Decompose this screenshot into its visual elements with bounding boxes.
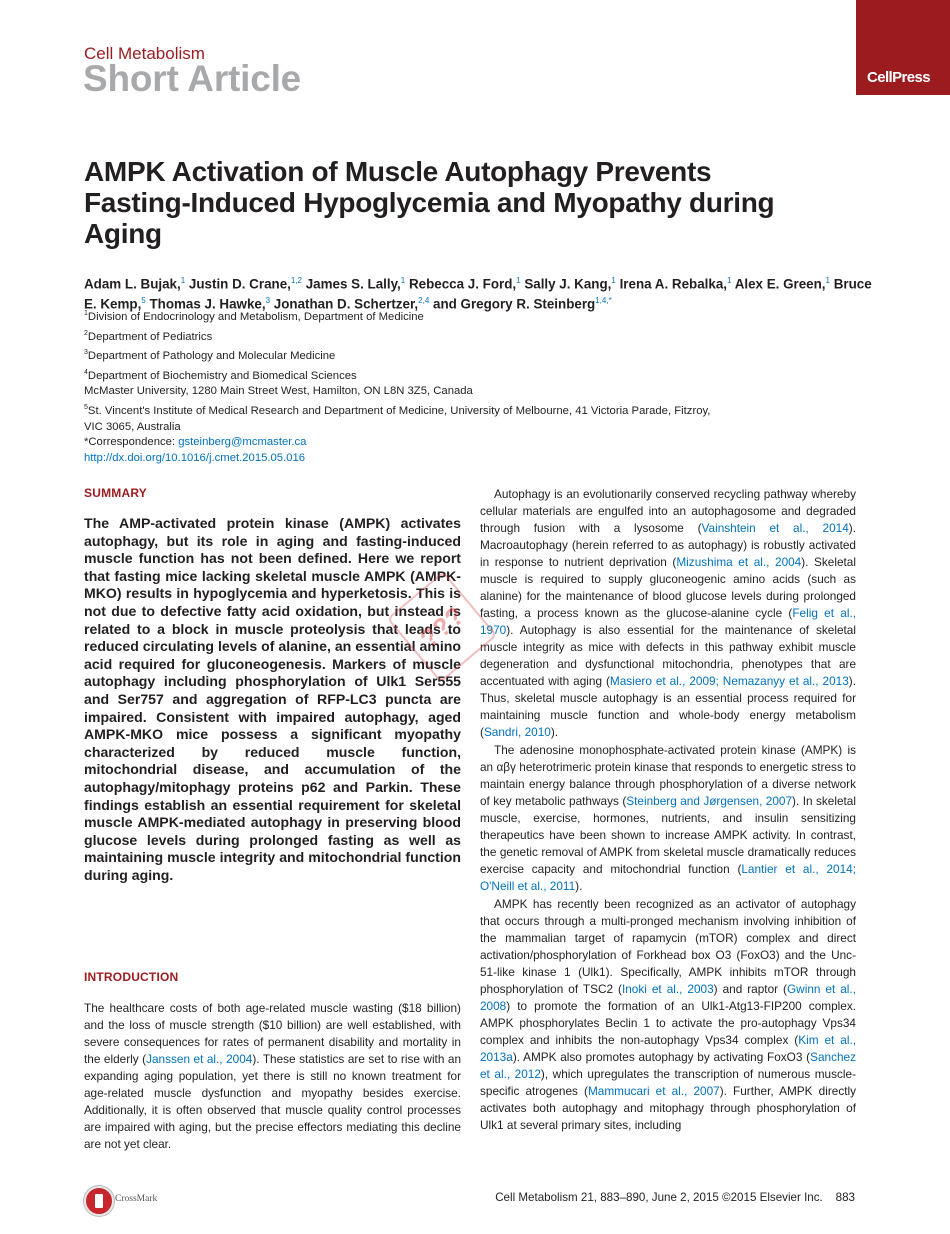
affiliation-line — [84, 384, 844, 400]
citation-link[interactable]: Lantier et al., 2014; O'Neill et al., 2011 — [480, 862, 856, 893]
watermark-stamp: ??? — [387, 571, 498, 683]
page-number: 883 — [835, 1191, 855, 1204]
author-name: Adam L. Bujak, — [84, 276, 181, 292]
summary-heading: SUMMARY — [84, 486, 147, 500]
author-affiliation-marker[interactable]: 1 — [400, 276, 406, 285]
body-text: ) and raptor ( — [713, 982, 787, 996]
citation-link[interactable]: Mammucari et al., 2007 — [587, 1084, 720, 1098]
body-paragraph — [480, 742, 856, 895]
author-name: Alex E. Green, — [734, 276, 826, 292]
doi-link[interactable]: http://dx.doi.org/10.1016/j.cmet.2015.05.016 — [84, 452, 306, 465]
footer-citation: Cell Metabolism 21, 883–890, June 2, 2015 ©2015 Elsevier Inc. — [495, 1191, 823, 1204]
body-text: The adenosine monophosphate-activated protein kinase (AMPK) is an αβγ heterotrimeric protein kinase that responds to energetic stress to maintain energy balance through phosphorylation of a diverse network of key metabolic pathways ( — [480, 743, 856, 808]
citation-link[interactable]: Sanchez et al., 2012 — [480, 1050, 856, 1081]
cellpress-logo[interactable] — [856, 0, 950, 95]
affiliation-text: McMaster University, 1280 Main Street West, Hamilton, ON L8N 3Z5, Canada — [84, 385, 473, 398]
affiliation-text: Department of Pediatrics — [87, 330, 213, 343]
author-affiliation-marker[interactable]: 1 — [516, 276, 521, 285]
author-name: Justin D. Crane, — [188, 276, 291, 292]
affiliation-text: VIC 3065, Australia — [84, 420, 181, 433]
author-affiliation-marker[interactable]: 1,2 — [290, 276, 302, 285]
affiliation-line — [84, 400, 844, 420]
affiliation-text: Department of Pathology and Molecular Medicine — [87, 349, 336, 362]
affiliation-line — [84, 365, 844, 385]
intro-text: The healthcare costs of both age-related muscle wasting ($18 billion) and the loss of muscle strength ($10 billion) are well established, with severe consequences for rates of permanent disability and mortality in the elderly ( — [84, 1001, 461, 1066]
body-text: ). Thus, skeletal muscle autophagy is an essential process required for maintaining muscle function and whole-body energy metabolism ( — [480, 674, 856, 739]
body-text: Autophagy is an evolutionarily conserved recycling pathway whereby cellular materials are engulfed into an autophagosome and degraded through fusion with a lysosome ( — [480, 487, 856, 535]
right-column — [480, 486, 856, 1135]
author-name: Thomas J. Hawke, — [149, 296, 266, 312]
cellpress-logo-text: CellPress — [867, 69, 930, 86]
affiliation-number: 1 — [84, 310, 88, 317]
affiliation-number: 5 — [84, 404, 88, 412]
author-affiliation-marker[interactable]: 5 — [141, 296, 146, 306]
author-affiliation-marker[interactable]: 3 — [265, 296, 271, 306]
citation-link[interactable]: Inoki et al., 2003 — [621, 982, 714, 996]
journal-name: Cell Metabolism — [84, 44, 205, 63]
introduction-paragraph — [84, 1000, 461, 1153]
affiliation-line — [84, 420, 844, 436]
citation-link[interactable]: Mizushima et al., 2004 — [676, 555, 802, 569]
body-text: ). In skeletal muscle, exercise, hormones, nutrients, and insulin sensitizing therapeutics have been shown to increase AMPK activity. In contrast, the genetic removal of AMPK from skeletal muscle dramatically reduces exercise capacity and mitochondrial function ( — [480, 794, 856, 876]
citation-link[interactable]: Gwinn et al., 2008 — [480, 982, 856, 1013]
affiliation-line — [84, 345, 844, 365]
affiliation-number: 3 — [84, 349, 88, 357]
author-affiliation-marker[interactable]: 1 — [727, 276, 732, 285]
correspondence-email-link[interactable]: gsteinberg@mcmaster.ca — [178, 436, 307, 449]
article-title: AMPK Activation of Muscle Autophagy Prevents Fasting-Induced Hypoglycemia and Myopathy during Aging — [84, 156, 775, 249]
author-name: Jonathan D. Schertzer, — [273, 296, 419, 312]
citation-link[interactable]: Masiero et al., 2009; Nemazanyy et al., 2013 — [609, 674, 849, 688]
citation-link[interactable]: Felig et al., 1970 — [480, 606, 856, 637]
affiliations — [84, 306, 844, 467]
affiliation-text: St. Vincent's Institute of Medical Research and Department of Medicine, University of Melbourne, 41 Victoria Parade, Fitzroy, — [87, 404, 711, 417]
author-name: Rebecca J. Ford, — [408, 276, 517, 292]
citation-link[interactable]: Vainshtein et al., 2014 — [701, 521, 849, 535]
crossmark-icon[interactable] — [84, 1186, 114, 1216]
author-affiliation-marker[interactable]: 1 — [180, 276, 186, 285]
affiliation-line — [84, 306, 844, 326]
body-text: ). Macroautophagy (herein referred to as autophagy) is robustly activated in response to nutrient deprivation ( — [480, 521, 857, 569]
body-paragraph — [480, 486, 856, 741]
affiliation-number: 2 — [84, 329, 88, 337]
author-name: Bruce E. Kemp, — [84, 276, 872, 312]
correspondence — [84, 435, 844, 451]
author-affiliation-marker[interactable]: 2,4 — [418, 296, 430, 306]
author-affiliation-marker[interactable]: 1 — [611, 276, 616, 285]
body-text: ). AMPK also promotes autophagy by activating FoxO3 ( — [512, 1050, 811, 1064]
body-text: ). Skeletal muscle is required to supply gluconeogenic amino acids (such as alanine) for the maintenance of blood glucose levels during prolonged fasting, a process known as the glucose-alanine cycle ( — [480, 555, 856, 620]
summary-text: The AMP-activated protein kinase (AMPK) activates autophagy, but its role in aging and fasting-induced muscle function has not been defined. Here we report that fasting mice lacking skeletal muscle AMPK (AMPK-MKO) results in hypoglycemia and hyperketosis. This is not due to defective fatty acid oxidation, but instead is related to a block in muscle proteolysis that leads to reduced circulating levels of alanine, an essential amino acid required for gluconeogenesis. Markers of muscle autophagy including phosphorylation of Ulk1 Ser555 and Ser757 and aggregation of RFP-LC3 puncta are impaired. Consistent with impaired autophagy, aged AMPK-MKO mice possess a significant myopathy characterized by reduced muscle function, mitochondrial disease, and accumulation of the autophagy/mitophagy proteins p62 and Parkin. These findings establish an essential requirement for skeletal muscle AMPK-mediated autophagy in preserving blood glucose levels during prolonged fasting as well as maintaining muscle integrity and mitochondrial function during aging. — [84, 515, 461, 883]
author-name: and Gregory R. Steinberg — [433, 296, 596, 312]
affiliation-text: Department of Biochemistry and Biomedical Sciences — [87, 369, 357, 382]
author-affiliation-marker[interactable]: 1,4,* — [595, 296, 612, 306]
citation-link[interactable]: Steinberg and Jørgensen, 2007 — [626, 794, 793, 808]
author-name: Sally J. Kang, — [524, 276, 612, 292]
citation-link[interactable]: Kim et al., 2013a — [480, 1033, 856, 1064]
author-name: Irena A. Rebalka, — [619, 276, 727, 292]
introduction-heading: INTRODUCTION — [84, 970, 179, 984]
crossmark-label: CrossMark — [115, 1194, 158, 1204]
body-paragraph — [480, 896, 856, 1134]
page-footer — [495, 1191, 855, 1204]
affiliation-number: 4 — [84, 368, 88, 376]
body-text: ) to promote the formation of an Ulk1-Atg13-FIP200 complex. AMPK phosphorylates Beclin 1 to activate the pro-autophagy Vps34 complex and inhibits the non-autophagy Vps34 complex ( — [480, 999, 856, 1047]
body-text: ). — [575, 879, 583, 893]
body-text: AMPK has recently been recognized as an activator of autophagy that occurs through a multi-pronged mechanism involving inhibition of the mammalian target of rapamycin (mTOR) complex and direct activation/phosphorylation of Forkhead box O3 (FoxO3) and the Unc-51-like kinase 1 (Ulk1). Specifically, AMPK inhibits mTOR through phosphorylation of TSC2 ( — [480, 897, 856, 996]
affiliation-line — [84, 326, 844, 346]
body-text: ), which upregulates the transcription of numerous muscle-specific atrogenes ( — [480, 1067, 856, 1098]
intro-text: ). These statistics are set to rise with an expanding aging population, yet there is still no known treatment for age-related muscle dysfunction and myopathy besides exercise. Additionally, it is often observed that muscle quality control processes are impaired with aging, but the precise effectors mediating this decline are not yet clear. — [84, 1052, 462, 1151]
citation-link[interactable]: Sandri, 2010 — [483, 725, 551, 739]
author-affiliation-marker[interactable]: 1 — [825, 276, 830, 285]
correspondence-label: *Correspondence: — [84, 436, 179, 449]
body-text: ). Autophagy is also essential for the maintenance of skeletal muscle integrity as mice with defects in this pathway exhibit muscle degeneration and dysfunctional mitochondria, phenotypes that are accentuated with aging ( — [480, 623, 856, 688]
citation-link[interactable]: Janssen et al., 2004 — [146, 1052, 253, 1066]
body-text: ). Further, AMPK directly activates both autophagy and mitophagy through phosphorylation of Ulk1 at several primary sites, including — [480, 1084, 857, 1132]
author-name: James S. Lally, — [305, 276, 401, 292]
affiliation-text: Division of Endocrinology and Metabolism, Department of Medicine — [87, 310, 424, 323]
article-type: Short Article — [83, 58, 302, 99]
body-text: ). — [550, 725, 559, 739]
